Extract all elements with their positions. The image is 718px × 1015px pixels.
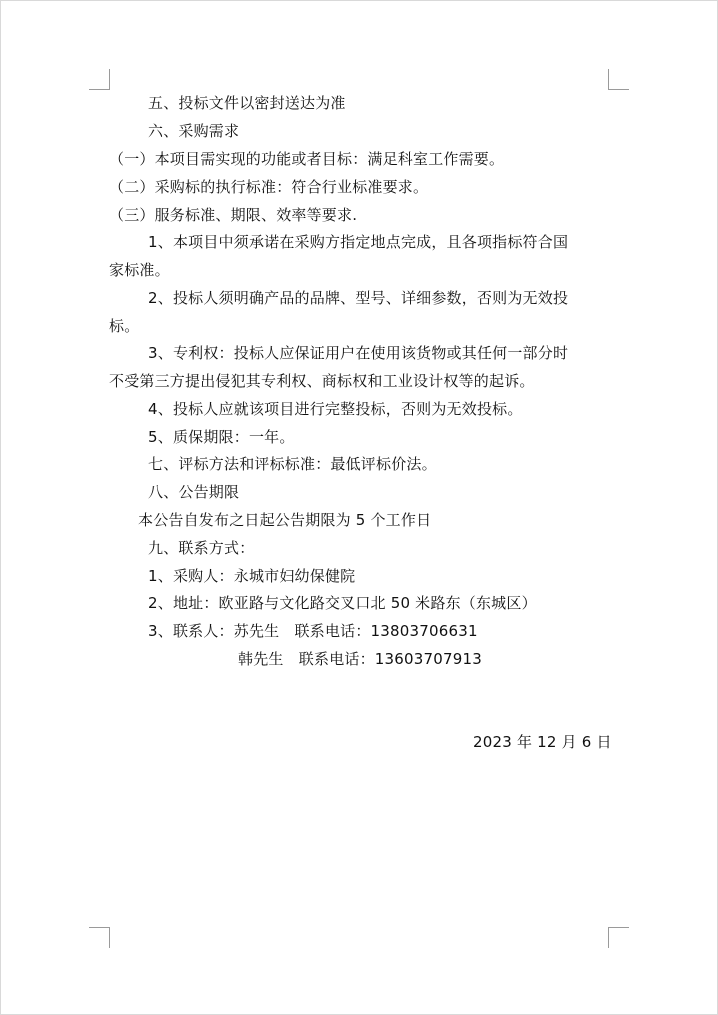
crop-mark-top-right — [608, 69, 629, 90]
contact-person-1: 3、联系人：苏先生 联系电话：13803706631 — [148, 622, 478, 640]
section-5-heading: 五、投标文件以密封送达为准 — [148, 94, 346, 112]
requirement-2: （二）采购标的执行标准：符合行业标准要求。 — [109, 178, 429, 196]
document-date: 2023 年 12 月 6 日 — [473, 733, 612, 751]
crop-mark-top-left — [89, 69, 110, 90]
item-4: 4、投标人应就该项目进行完整投标，否则为无效投标。 — [148, 400, 523, 418]
item-5: 5、质保期限：一年。 — [148, 428, 295, 446]
item-3-line-1: 3、专利权：投标人应保证用户在使用该货物或其任何一部分时 — [148, 344, 569, 362]
crop-mark-bottom-left — [89, 927, 110, 948]
crop-mark-bottom-right — [608, 927, 629, 948]
item-2-line-1: 2、投标人须明确产品的品牌、型号、详细参数，否则为无效投 — [148, 289, 569, 307]
contact-person-2: 韩先生 联系电话：13603707913 — [238, 650, 482, 668]
contact-purchaser: 1、采购人：永城市妇幼保健院 — [148, 567, 356, 585]
section-7-heading: 七、评标方法和评标标准：最低评标价法。 — [148, 455, 437, 473]
announcement-period: 本公告自发布之日起公告期限为 5 个工作日 — [138, 511, 432, 529]
item-1-line-1: 1、本项目中须承诺在采购方指定地点完成，且各项指标符合国 — [148, 233, 569, 251]
item-1-line-2: 家标准。 — [109, 261, 170, 279]
section-9-heading: 九、联系方式： — [148, 539, 255, 557]
section-8-heading: 八、公告期限 — [148, 483, 240, 501]
section-6-heading: 六、采购需求 — [148, 122, 240, 140]
item-2-line-2: 标。 — [109, 317, 140, 335]
item-3-line-2: 不受第三方提出侵犯其专利权、商标权和工业设计权等的起诉。 — [109, 372, 535, 390]
contact-address: 2、地址：欧亚路与文化路交叉口北 50 米路东（东城区） — [148, 594, 537, 612]
requirement-1: （一）本项目需实现的功能或者目标：满足科室工作需要。 — [109, 150, 505, 168]
requirement-3: （三）服务标准、期限、效率等要求. — [109, 206, 358, 224]
